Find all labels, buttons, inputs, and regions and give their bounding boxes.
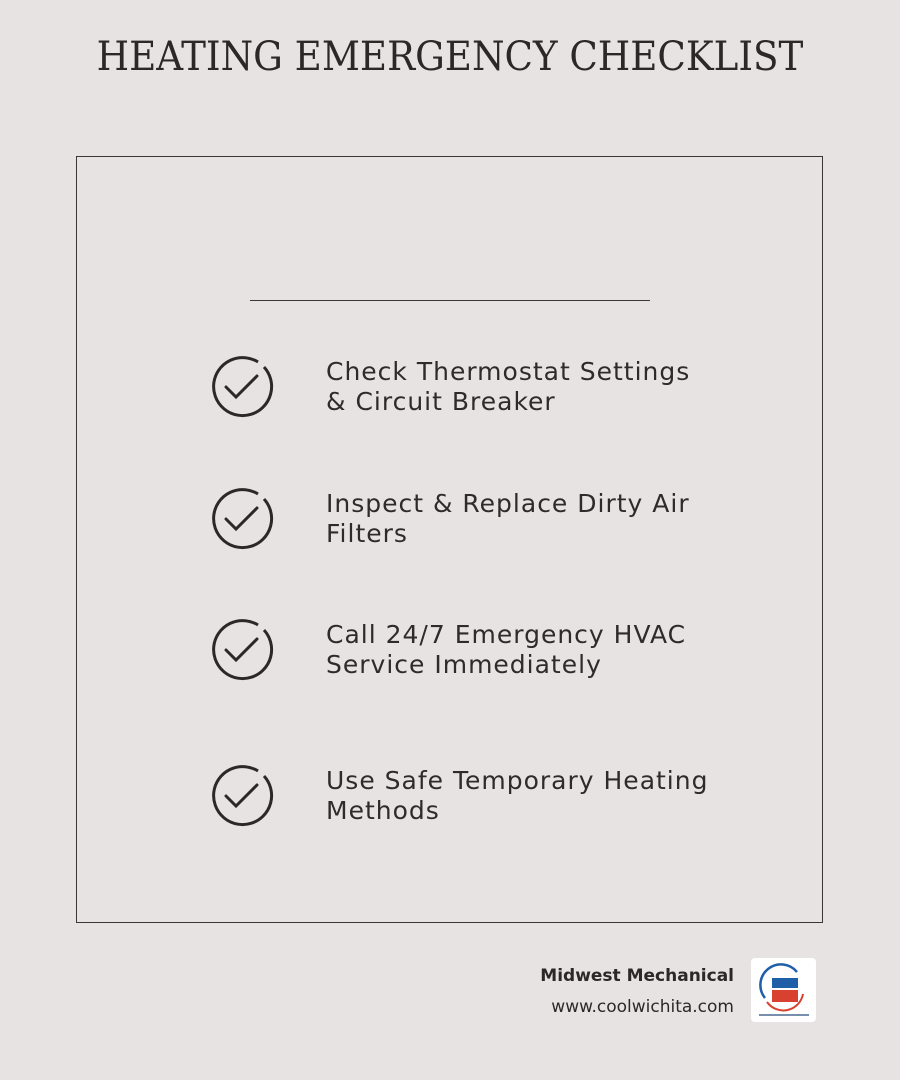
page-title: HEATING EMERGENCY CHECKLIST (96, 34, 804, 80)
check-circle-icon (212, 488, 274, 550)
item-text: Filters (326, 519, 408, 548)
checklist-item (212, 619, 732, 681)
item-text: Check Thermostat Settings (326, 357, 691, 386)
company-logo (751, 958, 816, 1022)
item-text: Use Safe Temporary Heating (326, 766, 709, 795)
brand-name: Midwest Mechanical (540, 966, 734, 986)
item-text: Inspect & Replace Dirty Air (326, 489, 690, 518)
item-text: & Circuit Breaker (326, 387, 556, 416)
item-text: Service Immediately (326, 650, 602, 679)
item-text: Call 24/7 Emergency HVAC (326, 620, 687, 649)
item-text: Methods (326, 796, 440, 825)
checklist-item (212, 356, 732, 418)
check-circle-icon (212, 619, 274, 681)
check-circle-icon (212, 356, 274, 418)
checklist-item (212, 765, 732, 827)
website-link[interactable]: www.coolwichita.com (551, 997, 734, 1017)
checklist-item (212, 488, 732, 550)
check-circle-icon (212, 765, 274, 827)
divider (250, 300, 650, 301)
